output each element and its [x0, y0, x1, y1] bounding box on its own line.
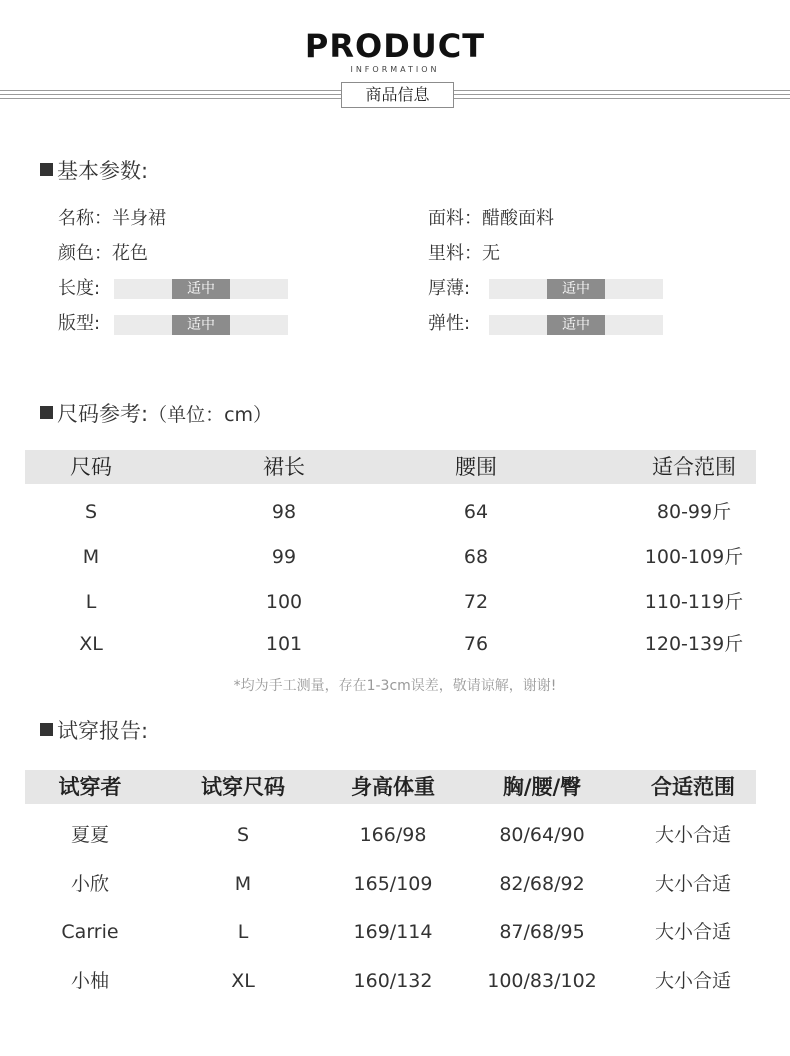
square-bullet-icon	[40, 723, 53, 736]
size-table-cell: XL	[79, 633, 103, 655]
size-header-cell: 腰围	[455, 455, 497, 479]
header-divider-right-mid	[454, 94, 790, 95]
size-table-cell: 76	[463, 633, 489, 655]
basic-params-heading	[40, 157, 148, 185]
length-scale	[114, 279, 288, 299]
trial-table-cell: M	[234, 873, 252, 895]
trial-table-cell: S	[236, 824, 250, 846]
size-header-cell: 适合范围	[652, 455, 736, 479]
size-table-cell: 100	[265, 591, 303, 613]
header-divider-left-bottom	[0, 98, 341, 99]
trial-table-cell: 大小合适	[654, 970, 731, 992]
param-lining: 里料：无	[428, 243, 500, 264]
size-table-cell: M	[82, 546, 100, 568]
header-divider-left-top	[0, 90, 341, 91]
size-header-cell: 裙长	[263, 455, 305, 479]
product-subtitle: INFORMATION	[350, 65, 440, 74]
trial-table-cell: 169/114	[353, 921, 433, 943]
size-heading-text: 尺码参考:	[57, 402, 149, 426]
basic-params-heading-text: 基本参数:	[57, 159, 149, 183]
length-scale-marker: 适中	[172, 279, 230, 299]
trial-table-cell: L	[237, 921, 249, 943]
trial-table-cell: Carrie	[61, 921, 119, 943]
measurement-disclaimer: *均为手工测量，存在1-3cm误差，敬请谅解，谢谢!	[233, 678, 557, 694]
trial-header-cell: 试穿尺码	[201, 775, 285, 799]
size-table-cell: 80-99斤	[656, 501, 732, 523]
trial-table-cell: 大小合适	[654, 824, 731, 846]
size-table-cell: 68	[463, 546, 489, 568]
size-header-cell: 尺码	[70, 455, 112, 479]
trial-heading-text: 试穿报告:	[57, 719, 149, 743]
size-unit-note: （单位：cm）	[148, 404, 273, 426]
param-name: 名称：半身裙	[58, 208, 166, 229]
trial-table-cell: 82/68/92	[499, 873, 585, 895]
trial-table-cell: 小欣	[70, 873, 109, 895]
trial-header-cell: 试穿者	[58, 775, 122, 799]
param-thickness-label: 厚薄:	[428, 278, 471, 299]
param-elasticity-label: 弹性:	[428, 313, 471, 334]
thickness-scale-marker: 适中	[547, 279, 605, 299]
size-table-cell: 110-119斤	[644, 591, 744, 613]
trial-header-cell: 胸/腰/臀	[502, 775, 582, 799]
trial-table-cell: 165/109	[353, 873, 433, 895]
trial-table-cell: 166/98	[359, 824, 427, 846]
trial-table-cell: 小柚	[70, 970, 109, 992]
elasticity-scale-marker: 适中	[547, 315, 605, 335]
trial-table-cell: 大小合适	[654, 921, 731, 943]
param-fabric: 面料：醋酸面料	[428, 208, 554, 229]
size-table-cell: S	[84, 501, 98, 523]
trial-table-cell: XL	[231, 970, 255, 992]
size-table-cell: 101	[265, 633, 303, 655]
fit-scale	[114, 315, 288, 335]
size-table-cell: 120-139斤	[644, 633, 744, 655]
param-color: 颜色：花色	[58, 243, 148, 264]
size-table-cell: 98	[271, 501, 297, 523]
size-table-cell: 100-109斤	[644, 546, 744, 568]
trial-header-cell: 身高体重	[351, 775, 435, 799]
square-bullet-icon	[40, 163, 53, 176]
trial-header-cell: 合适范围	[651, 775, 735, 799]
size-table-cell: L	[85, 591, 97, 613]
trial-table-cell: 87/68/95	[499, 921, 585, 943]
size-table-cell: 99	[271, 546, 297, 568]
elasticity-scale	[489, 315, 663, 335]
size-heading	[40, 400, 272, 429]
trial-table-cell: 夏夏	[70, 824, 109, 846]
trial-table-cell: 80/64/90	[499, 824, 585, 846]
param-fit-label: 版型:	[58, 313, 101, 334]
trial-table-cell: 大小合适	[654, 873, 731, 895]
product-info-tag: 商品信息	[341, 82, 454, 108]
trial-table-cell: 100/83/102	[487, 970, 597, 992]
header-divider-right-top	[454, 90, 790, 91]
fit-scale-marker: 适中	[172, 315, 230, 335]
size-table-cell: 72	[463, 591, 489, 613]
product-title: PRODUCT	[304, 27, 486, 65]
header-divider-right-bottom	[454, 98, 790, 99]
trial-table-cell: 160/132	[353, 970, 433, 992]
param-length-label: 长度:	[58, 278, 101, 299]
square-bullet-icon	[40, 406, 53, 419]
thickness-scale	[489, 279, 663, 299]
trial-heading	[40, 717, 148, 745]
size-table-cell: 64	[463, 501, 489, 523]
header-divider-left-mid	[0, 94, 341, 95]
